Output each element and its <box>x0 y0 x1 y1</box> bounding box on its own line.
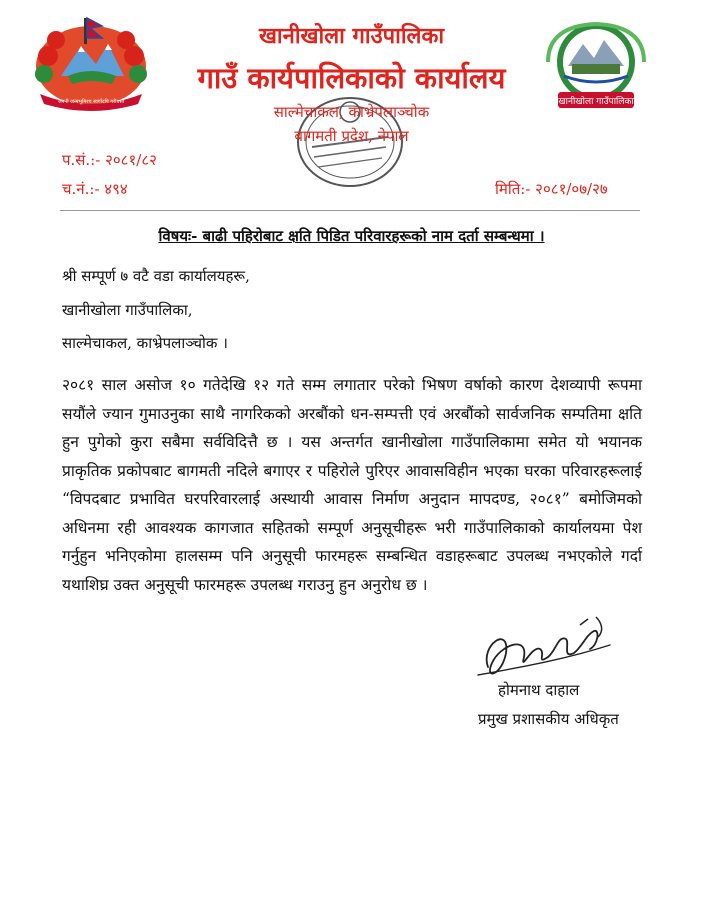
header-divider <box>60 210 640 211</box>
office-name: गाउँ कार्यपालिकाको कार्यालय <box>197 61 506 95</box>
office-address: साल्मेचाकल, काभ्रेपलाञ्चोक <box>273 103 430 121</box>
municipality-name: खानीखोला गाउँपालिका <box>258 23 445 49</box>
reference-number: प.सं.:- २०८१/८२ <box>62 151 157 169</box>
recipient-line-1: श्री सम्पूर्ण ७ वटै वडा कार्यालयहरू, <box>62 267 250 285</box>
letter-body: २०८१ साल असोज १० गतेदेखि १२ गते सम्म लगातार परेको भिषण वर्षाको कारण देशव्यापी रूपमा सयौंले ज्यान गुमाउनुका साथै नागरिकको अरबौंको धन-सम्पत्ती एवं अरबौंको सार्वजनिक सम्पतिमा क्षति हुन पुगेको कुरा सबैमा सर्वविदित्तै छ । यस अन्तर्गत खानीखोला गाउँपालिकामा समेत यो भयानक प्राकृतिक प्रकोपबाट बागमती नदिले बगाएर र पहिरोले पुरिएर आवासविहीन भएका घरका परिवारहरूलाई “विपदबाट प्रभावित घरपरिवारलाई अस्थायी आवास निर्माण अनुदान मापदण्ड, २०८१” बमोजिमको अधिनमा रही आवश्यक कागजात सहितको सम्पूर्ण अनुसूचीहरू भरी गाउँपालिकाको कार्यालयमा पेश गर्नुहुन भनिएकोमा हालसम्म पनि अनुसूची फारमहरू सम्बन्धित वडाहरूबाट उपलब्ध नभएकोले गर्दा यथाशिघ्र उक्त अनुसूची फारमहरू उपलब्ध गराउनु हुन अनुरोध छ । <box>62 376 642 594</box>
recipient-line-3: साल्मेचाकल, काभ्रेपलाञ्चोक । <box>62 334 228 352</box>
recipient-line-2: खानीखोला गाउँपालिका, <box>62 301 193 319</box>
logo-text: खानीखोला गाउँपालिका <box>558 97 634 107</box>
letter-date: मिति:- २०८१/०७/२७ <box>495 180 608 198</box>
handwritten-signature <box>470 605 620 689</box>
svg-text:जननी जन्मभूमिश्च स्वर्गादपि गर: जननी जन्मभूमिश्च स्वर्गादपि गरीयसी <box>57 99 125 105</box>
office-province: बागमती प्रदेश, नेपाल <box>294 127 409 145</box>
signer-title: प्रमुख प्रशासकीय अधिकृत <box>478 710 619 728</box>
subject-text: विषयः- बाढी पहिरोबाट क्षति पिडित परिवारहरूको नाम दर्ता सम्बन्धमा । <box>158 227 545 245</box>
signer-name: होमनाथ दाहाल <box>498 681 580 699</box>
dispatch-number: च.नं.:- ४९४ <box>62 180 128 198</box>
letter-subject <box>0 226 703 246</box>
